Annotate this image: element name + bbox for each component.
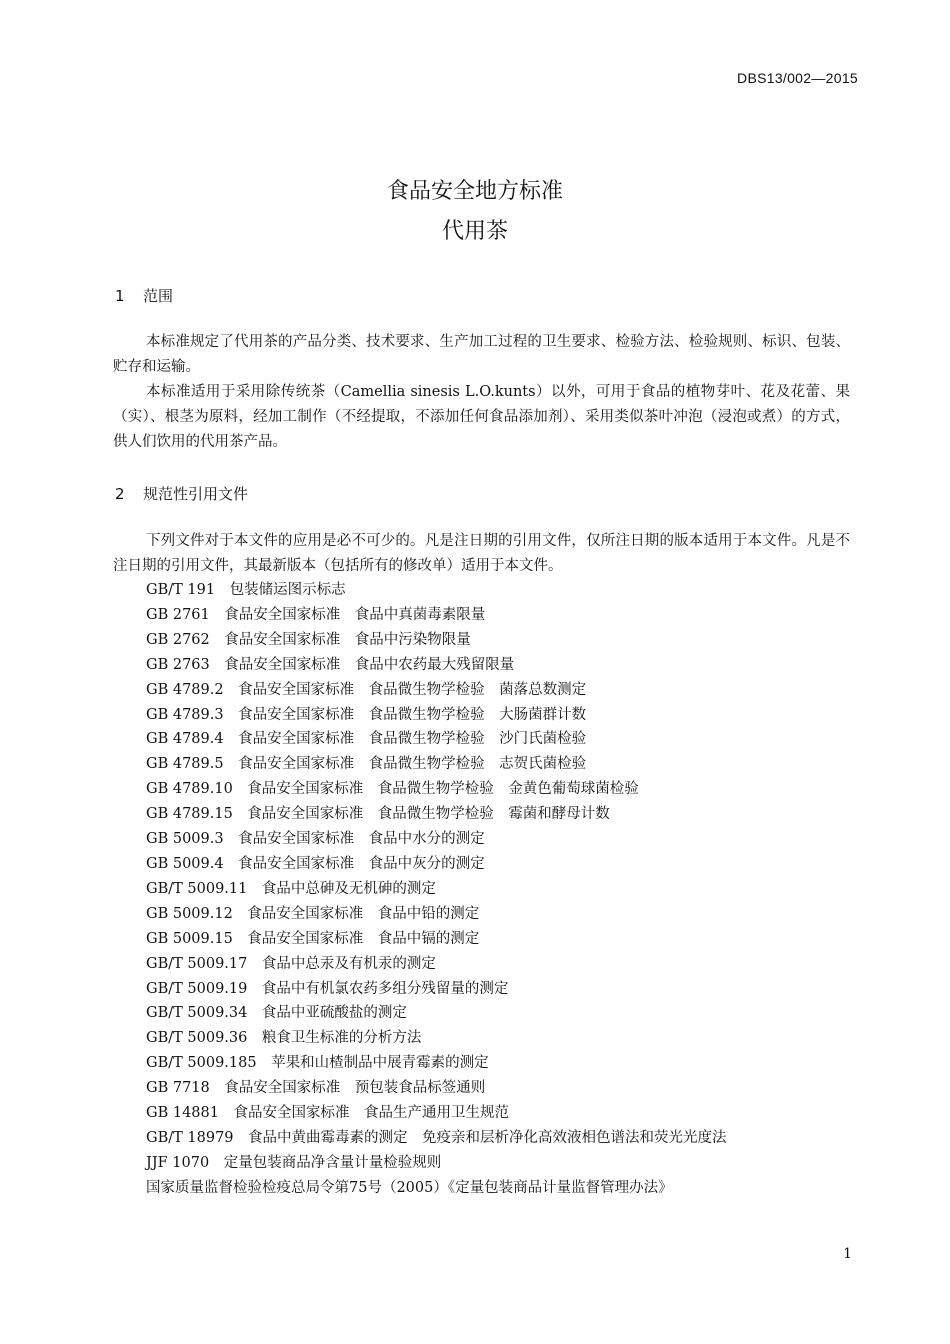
reference-item: GB 5009.4 食品安全国家标准 食品中灰分的测定 xyxy=(146,855,485,872)
reference-item: GB 4789.5 食品安全国家标准 食品微生物学检验 志贺氏菌检验 xyxy=(146,756,587,773)
references-intro-paragraph: 下列文件对于本文件的应用是必不可少的。凡是注日期的引用文件，仅所注日期的版本适用于本文件。凡是不注日期的引用文件，其最新版本（包括所有的修改单）适用于本文件。 xyxy=(113,533,850,574)
reference-item: GB 2763 食品安全国家标准 食品中农药最大残留限量 xyxy=(146,656,515,673)
title-line-product: 代用茶 xyxy=(441,219,508,244)
reference-item: 国家质量监督检验检疫总局令第75号（2005）《定量包装商品计量监督管理办法》 xyxy=(146,1179,673,1196)
reference-item: GB 7718 食品安全国家标准 预包装食品标签通则 xyxy=(146,1080,486,1097)
scope-paragraph-1: 本标准规定了代用茶的产品分类、技术要求、生产加工过程的卫生要求、检验方法、检验规则、标识、包装、贮存和运输。 xyxy=(113,334,850,375)
reference-item: GB 4789.15 食品安全国家标准 食品微生物学检验 霉菌和酵母计数 xyxy=(146,806,610,823)
reference-item: GB 5009.15 食品安全国家标准 食品中镉的测定 xyxy=(146,930,480,947)
reference-item: GB 4789.3 食品安全国家标准 食品微生物学检验 大肠菌群计数 xyxy=(146,706,587,723)
reference-item: GB 14881 食品安全国家标准 食品生产通用卫生规范 xyxy=(146,1105,509,1122)
reference-item: GB/T 5009.185 苹果和山楂制品中展青霉素的测定 xyxy=(146,1055,489,1072)
reference-list xyxy=(146,578,851,1201)
reference-item: GB 5009.3 食品安全国家标准 食品中水分的测定 xyxy=(146,831,485,848)
reference-item: GB 4789.4 食品安全国家标准 食品微生物学检验 沙门氏菌检验 xyxy=(146,731,587,748)
document-code: DBS13/002—2015 xyxy=(737,70,858,86)
section-number: 1 xyxy=(115,287,125,305)
section-title: 范围 xyxy=(143,287,174,305)
section-number: 2 xyxy=(115,485,125,503)
section-heading-normative-references xyxy=(115,483,248,504)
reference-item: GB/T 18979 食品中黄曲霉毒素的测定 免疫亲和层析净化高效液相色谱法和荧光光度法 xyxy=(146,1129,727,1146)
document-title xyxy=(0,172,950,252)
scope-paragraph-2: 本标准适用于采用除传统茶（Camellia sinesis L.O.kunts）以外，可用于食品的植物芽叶、花及花蕾、果（实）、根茎为原料，经加工制作（不经提取，不添加任何食品添加剂）、采用类似茶叶冲泡（浸泡或煮）的方式，供人们饮用的代用茶产品。 xyxy=(113,384,850,450)
reference-item: GB/T 5009.36 粮食卫生标准的分析方法 xyxy=(146,1030,422,1047)
reference-item: GB/T 5009.11 食品中总砷及无机砷的测定 xyxy=(146,880,436,897)
reference-item: GB/T 5009.17 食品中总汞及有机汞的测定 xyxy=(146,955,436,972)
reference-item: GB/T 5009.34 食品中亚硫酸盐的测定 xyxy=(146,1005,407,1022)
title-line-standard-type: 食品安全地方标准 xyxy=(386,179,563,204)
reference-item: GB 2762 食品安全国家标准 食品中污染物限量 xyxy=(146,631,471,648)
reference-item: GB 2761 食品安全国家标准 食品中真菌毒素限量 xyxy=(146,606,486,623)
page-number: 1 xyxy=(843,1246,852,1262)
reference-item: GB 4789.10 食品安全国家标准 食品微生物学检验 金黄色葡萄球菌检验 xyxy=(146,781,639,798)
reference-item: GB/T 5009.19 食品中有机氯农药多组分残留量的测定 xyxy=(146,980,509,997)
reference-item: GB 4789.2 食品安全国家标准 食品微生物学检验 菌落总数测定 xyxy=(146,681,587,698)
section-title: 规范性引用文件 xyxy=(143,485,249,503)
reference-item: GB/T 191 包装储运图示标志 xyxy=(146,582,346,598)
reference-item: GB 5009.12 食品安全国家标准 食品中铅的测定 xyxy=(146,905,480,922)
section-heading-scope xyxy=(115,285,173,306)
reference-item: JJF 1070 定量包装商品净含量计量检验规则 xyxy=(146,1154,442,1171)
